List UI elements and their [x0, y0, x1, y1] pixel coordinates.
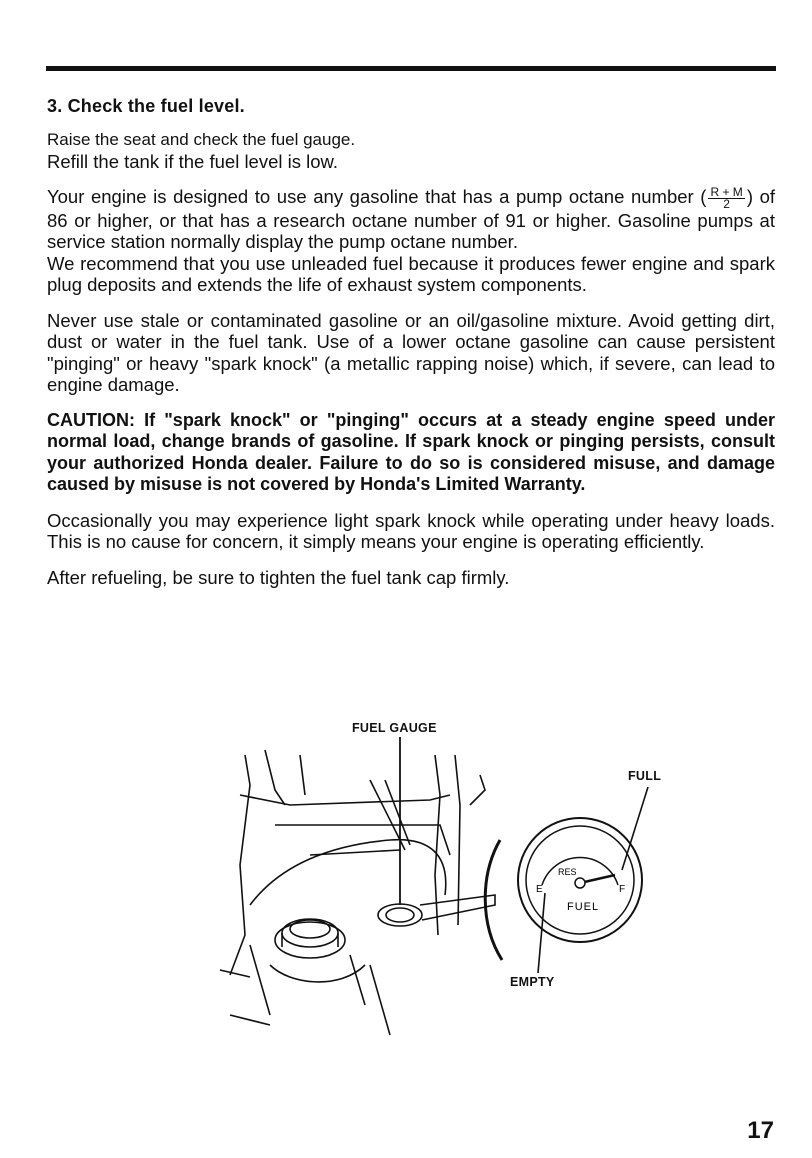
page-number: 17 [747, 1117, 774, 1144]
caution-paragraph: CAUTION: If "spark knock" or "pinging" occurs at a steady engine speed under normal load, change brands of gasoline. If spark knock or pinging persists, consult your authorized Honda dealer. Failure to do so is considered misuse, and damage caused by misuse is not covered by Honda's Limited Warranty. [47, 409, 775, 495]
empty-label: EMPTY [510, 975, 555, 989]
full-label: FULL [628, 769, 662, 783]
frame-left-line [230, 755, 250, 975]
octane-text-1: Your engine is designed to use any gasoline that has a pump octane number ( [47, 186, 707, 207]
frame-corner [470, 775, 485, 805]
fuel-tank-illustration [190, 715, 690, 1055]
octane-paragraph [47, 186, 775, 253]
tank-curve [250, 840, 446, 905]
full-pointer [622, 787, 648, 870]
frame-top-edge [240, 795, 450, 805]
unleaded-paragraph: We recommend that you use unleaded fuel because it produces fewer engine and spark plug deposits and extends the life of exhaust system components. [47, 252, 775, 296]
empty-pointer [538, 893, 545, 973]
gauge-res-mark: RES [558, 867, 577, 877]
gasoline-warning-paragraph: Never use stale or contaminated gasoline or an oil/gasoline mixture. Avoid getting dirt, dust or water in the fuel tank. Use of a lower octane gasoline can cause persistent "pinging" or heavy "spark knock" (a metallic rapping noise) which, if severe, can lead to engine damage. [47, 309, 775, 396]
refueling-paragraph: After refueling, be sure to tighten the fuel tank cap firmly. [47, 566, 510, 588]
octane-text-2: ) of 86 or higher, or that has a research octane number of 91 or higher. Gasoline pumps at service station normally display the pump octane number. [47, 186, 776, 253]
fuel-gauge-label: FUEL GAUGE [352, 721, 437, 735]
tank-lower [220, 945, 270, 1025]
sender-unit-inner [386, 908, 414, 922]
section-heading: 3. Check the fuel level. [47, 96, 245, 116]
detail-bracket [485, 840, 502, 960]
gauge-full-mark: F [619, 884, 626, 895]
top-rule [46, 66, 776, 71]
formula-denominator: 2 [723, 196, 730, 211]
fuel-gauge-figure [190, 715, 690, 1055]
gauge-empty-mark: E [536, 884, 543, 895]
frame-line-2 [265, 750, 285, 805]
tank-seam [310, 850, 400, 855]
tank-ridge [275, 825, 450, 855]
frame-right-line [435, 755, 440, 935]
fuel-cap-top [282, 919, 338, 947]
gauge-hub [575, 878, 585, 888]
cap-base [270, 965, 365, 982]
page-content [47, 96, 775, 600]
octane-formula [708, 184, 744, 211]
instruction-line-1: Raise the seat and check the fuel gauge. [47, 130, 356, 149]
gauge-fuel-text: FUEL [567, 901, 600, 913]
spark-knock-paragraph: Occasionally you may experience light spark knock while operating under heavy loads. This is no cause for concern, it simply means your engine is operating efficiently. [47, 509, 775, 553]
frame-strut [300, 755, 305, 795]
instruction-line-2: Refill the tank if the fuel level is low. [47, 150, 339, 172]
formula-numerator: R + M [710, 184, 743, 199]
